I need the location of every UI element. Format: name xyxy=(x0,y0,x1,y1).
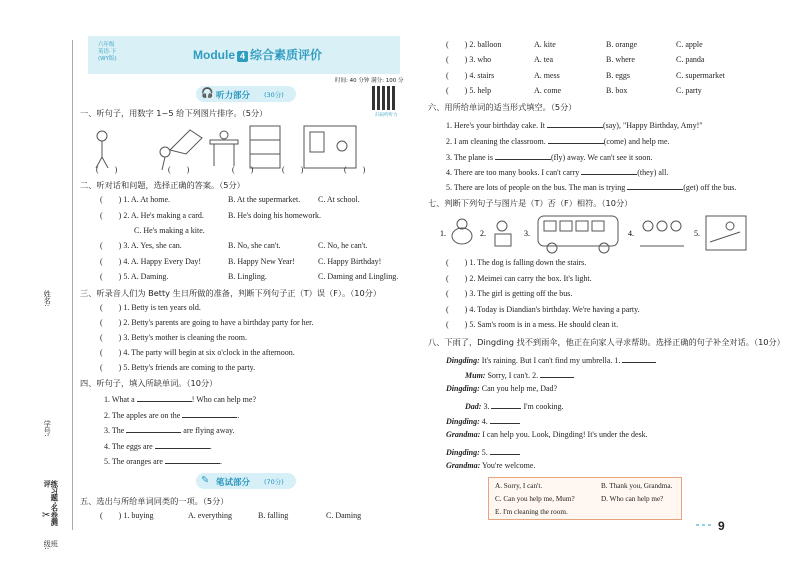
qr-caption: 扫码听听力 xyxy=(375,113,398,118)
s4-row5: 5. The oranges are . xyxy=(104,457,222,466)
option-a: A. Sorry, I can't. xyxy=(495,482,543,490)
s7-title: 七、判断下列句子与图片是（T）否（F）相符。（10分） xyxy=(428,198,633,208)
pic-kite xyxy=(160,130,202,170)
writing-section-pill: ✎ 笔试部分 (70分) xyxy=(196,473,296,489)
s6-row1: 1. Here's your birthday cake. It (say), "Happy Birthday, Amy!" xyxy=(446,121,703,130)
option-e: E. I'm cleaning the room. xyxy=(495,508,568,516)
s5-row3-b: B. where xyxy=(606,55,635,64)
options-box xyxy=(488,477,682,520)
s7-row4: ( ) 4. Today is Diandian's birthday. We're having a party. xyxy=(446,305,640,314)
s2-row3-a: ( ) 3. A. Yes, she can. xyxy=(100,241,182,250)
dialogue-line-6: Grandma: I can help you. Look, Dingding! It's under the desk. xyxy=(446,430,648,439)
s6-row2: 2. I am cleaning the classroom. (come) and help me. xyxy=(446,137,670,146)
s4-row2: 2. The apples are on the . xyxy=(104,411,240,420)
page-dots xyxy=(696,524,714,526)
s5-row3-c: C. panda xyxy=(676,55,705,64)
s2-row1-c: C. At school. xyxy=(318,195,360,204)
dialogue-line-8: Grandma: You're welcome. xyxy=(446,461,536,470)
s5-row1-a: A. everything xyxy=(188,511,232,520)
s2-row2-b: B. He's doing his homework. xyxy=(228,211,321,220)
s4-row1: 1. What a ! Who can help me? xyxy=(104,395,257,404)
s5-row4-a: A. mess xyxy=(534,71,560,80)
s7-pic-num-2: 2. xyxy=(480,229,486,238)
s3-row1: ( ) 1. Betty is ten years old. xyxy=(100,303,201,312)
s5-row4-b: B. eggs xyxy=(606,71,630,80)
pic-box-girl xyxy=(495,221,511,246)
pic-messy-room xyxy=(706,216,746,250)
binding-column xyxy=(38,40,64,550)
dialogue-line-5: Dingding: 4. xyxy=(446,416,520,426)
s5-row2-a: A. kite xyxy=(534,40,556,49)
pencil-icon: ✎ xyxy=(201,475,210,486)
s8-title: 八、下雨了，Dingding 找不到雨伞，他正在向家人寻求帮助。选择正确的句子补全对话。（10分） xyxy=(428,337,785,347)
dialogue-line-3: Dingding: Can you help me, Dad? xyxy=(446,384,558,393)
class-label: 班级: xyxy=(43,540,60,550)
s3-row3: ( ) 3. Betty's mother is cleaning the room. xyxy=(100,333,247,342)
dialogue-line-7: Dingding: 5. xyxy=(446,447,520,457)
s3-row5: ( ) 5. Betty's friends are coming to the party. xyxy=(100,363,256,372)
s4-title: 四、听句子，填入所缺单词。（10分） xyxy=(80,378,218,388)
option-d: D. Who can help me? xyxy=(601,495,664,503)
s2-row3-b: B. No, she can't. xyxy=(228,241,281,250)
pic-party xyxy=(640,221,684,246)
s5-row4-c: C. supermarket xyxy=(676,71,725,80)
s5-row4-n: ( ) 4. stairs xyxy=(446,71,495,80)
s1-pictures xyxy=(90,122,290,172)
s2-row5-b: B. Lingling. xyxy=(228,272,267,281)
s5-row5-c: C. party xyxy=(676,86,702,95)
s3-row2: ( ) 2. Betty's parents are going to have a birthday party for her. xyxy=(100,318,314,327)
s5-title: 五、选出与所给单词同类的一项。（5分） xyxy=(80,496,229,506)
pic-girl xyxy=(96,131,108,168)
headphones-icon: 🎧 xyxy=(201,88,214,99)
dialogue-line-1: Dingding: It's raining. But I can't find my umbrella. 1. xyxy=(446,355,656,365)
s7-pic-num-5: 5. xyxy=(694,229,700,238)
s5-row2-n: ( ) 2. balloon xyxy=(446,40,502,49)
s2-row5-c: C. Daming and Lingling. xyxy=(318,272,399,281)
listening-section-pill: 🎧 听力部分 (30分) xyxy=(196,86,296,102)
s7-pic-num-4: 4. xyxy=(628,229,634,238)
s2-row3-c: C. No, he can't. xyxy=(318,241,368,250)
s7-row3: ( ) 3. The girl is getting off the bus. xyxy=(446,289,573,298)
s2-row4-b: B. Happy New Year! xyxy=(228,257,295,266)
title-banner xyxy=(88,36,400,74)
s5-row5-b: B. box xyxy=(606,86,628,95)
option-c: C. Can you help me, Mum? xyxy=(495,495,575,503)
s5-row3-n: ( ) 3. who xyxy=(446,55,492,64)
s2-row1-a: ( ) 1. A. At home. xyxy=(100,195,170,204)
s7-pictures xyxy=(440,212,750,254)
s2-row1-b: B. At the supermarket. xyxy=(228,195,301,204)
pic-table xyxy=(210,131,238,166)
s2-row4-c: C. Happy Birthday! xyxy=(318,257,382,266)
s6-row4: 4. There are too many books. I can't carry (they) all. xyxy=(446,168,669,177)
s5-row1-b: B. falling xyxy=(258,511,289,520)
scissors-icon: ✂ xyxy=(42,510,51,521)
page-number: 9 xyxy=(718,519,725,533)
dialogue-line-4: Dad: 3. I'm cooking. xyxy=(465,402,564,411)
grade-tag: 六年级 英语·下 (WY版) xyxy=(98,42,117,62)
pic-shelves xyxy=(250,126,280,168)
s1-title: 一、听句子，用数字 1~5 给下列图片排序。（5分） xyxy=(80,108,268,118)
s5-row5-a: A. come xyxy=(534,86,562,95)
s3-row4: ( ) 4. The party will begin at six o'clock in the afternoon. xyxy=(100,348,295,357)
qr-code[interactable] xyxy=(372,86,396,110)
name-label: 姓名: xyxy=(43,290,53,307)
s3-title: 三、听录音人们为 Betty 生日所做的准备，判断下列句子正（T）误（F）。（10分） xyxy=(80,288,382,298)
s7-pic-num-3: 3. xyxy=(524,229,530,238)
s6-row3: 3. The plane is (fly) away. We can't see it soon. xyxy=(446,153,653,162)
s7-row5: ( ) 5. Sam's room is in a mess. He should clean it. xyxy=(446,320,619,329)
s6-row5: 5. There are lots of people on the bus. The man is trying (get) off the bus. xyxy=(446,183,737,192)
s5-row3-a: A. tea xyxy=(534,55,554,64)
number-label: 学号: xyxy=(43,420,53,437)
s5-row1-n: ( ) 1. buying xyxy=(100,511,154,520)
s5-row1-c: C. Daming xyxy=(326,511,362,520)
pic-dog xyxy=(452,219,472,244)
page-title: Module 4 综合素质评价 xyxy=(193,48,323,62)
s2-title: 二、听对话和问题，选择正确的答案。（5分） xyxy=(80,180,245,190)
s7-row1: ( ) 1. The dog is falling down the stairs. xyxy=(446,258,587,267)
s5-row2-c: C. apple xyxy=(676,40,703,49)
brand-label: 练习题·名卷测评 xyxy=(43,480,60,526)
s4-row4: 4. The eggs are . xyxy=(104,442,212,451)
s5-row5-n: ( ) 5. help xyxy=(446,86,492,95)
s5-row2-b: B. orange xyxy=(606,40,638,49)
option-b: B. Thank you, Grandma. xyxy=(601,482,673,490)
pic-bus xyxy=(538,216,618,253)
time-info: 时间: 40 分钟 满分: 100 分 xyxy=(335,78,404,84)
binding-line xyxy=(72,40,73,530)
s7-row2: ( ) 2. Meimei can carry the box. It's light. xyxy=(446,274,592,283)
s2-row5-a: ( ) 5. A. Daming. xyxy=(100,272,169,281)
s4-row3: 3. The are flying away. xyxy=(104,426,235,435)
s2-row2-c: C. He's making a kite. xyxy=(134,226,205,235)
s6-title: 六、用所给单词的适当形式填空。（5分） xyxy=(428,102,577,112)
s2-row2-a: ( ) 2. A. He's making a card. xyxy=(100,211,204,220)
s2-row4-a: ( ) 4. A. Happy Every Day! xyxy=(100,257,202,266)
dialogue-line-2: Mum: Sorry, I can't. 2. xyxy=(465,370,574,380)
s7-pic-num-1: 1. xyxy=(440,229,446,238)
